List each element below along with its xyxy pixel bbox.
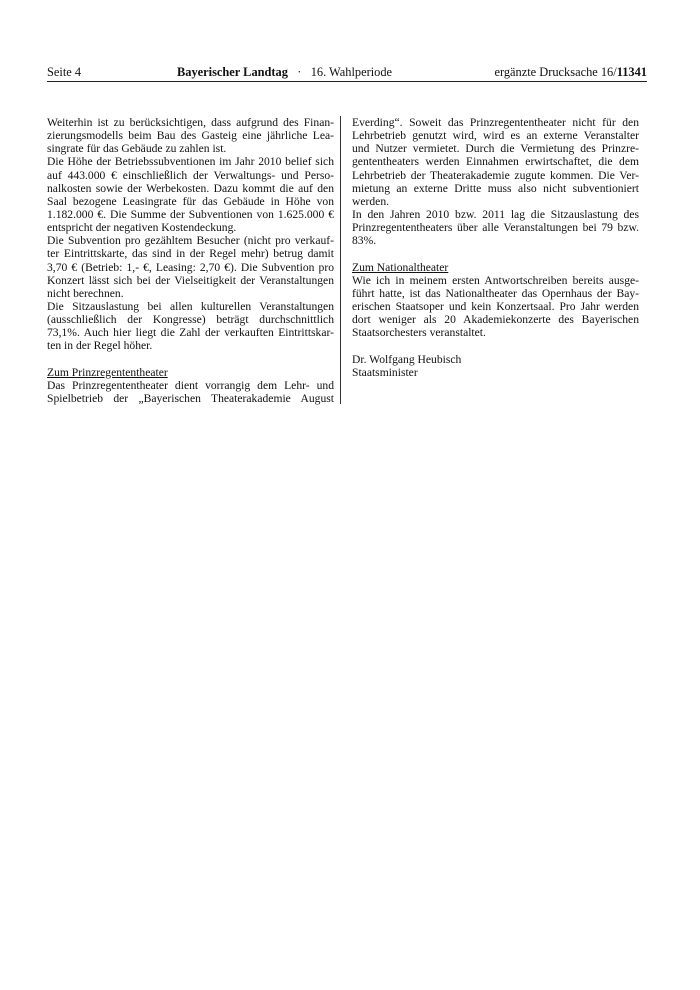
page-number: Seite 4 [47, 65, 82, 79]
column-divider [340, 116, 341, 404]
body-line: 3,70 € (Betrieb: 1,- €, Leasing: 2,70 €). Die Subvention pro [47, 260, 334, 274]
document-prefix: ergänzte Drucksache 16/ [494, 65, 617, 79]
body-line: ter Eintrittskarte, das sind in der Regel mehr) betrug damit [47, 247, 334, 261]
body-line: 83%. [352, 234, 377, 248]
body-line: Die Sitzauslastung bei allen kulturellen Veranstaltungen [47, 299, 334, 313]
body-line: führt hatte, ist das Nationaltheater das Opernhaus der Bay- [352, 286, 639, 300]
header-center [177, 64, 392, 80]
paragraph-gap [352, 247, 639, 260]
body-line: Spielbetrieb der „Bayerischen Theaterakademie August [47, 391, 334, 405]
right-column [352, 116, 639, 379]
body-line: dort weniger als 20 Akademiekonzerte des Bayerischen [352, 313, 639, 327]
document-reference [494, 64, 647, 80]
body-line: In den Jahren 2010 bzw. 2011 lag die Sitzauslastung des [352, 207, 639, 221]
body-line: Konzert lässt sich bei der Vielseitigkeit der Veranstaltungen [47, 273, 334, 287]
body-line: ten in der Regel höher. [47, 339, 153, 353]
paragraph-gap [352, 339, 639, 352]
body-line: Lehrbetrieb genutzt wird, wird es an externe Veranstalter [352, 129, 639, 143]
body-line: Staatsorchesters veranstaltet. [352, 326, 486, 340]
body-line: Die Höhe der Betriebssubventionen im Jahr 2010 belief sich [47, 155, 334, 169]
legislative-period: 16. Wahlperiode [310, 65, 393, 79]
signature-name: Dr. Wolfgang Heubisch [352, 352, 462, 366]
body-line: und Nutzer vermietet. Durch die Vermietung des Prinzre- [352, 142, 639, 156]
body-line: werden. [352, 194, 390, 208]
body-line: entspricht der negativen Kostendeckung. [47, 221, 237, 235]
body-line: singrate für das Gebäude zu zahlen ist. [47, 142, 227, 156]
body-line: nalkosten sowie der Werbekosten. Dazu kommt die auf den [47, 181, 334, 195]
header-rule [47, 81, 647, 82]
paragraph-gap [47, 353, 334, 366]
header-separator: · [297, 65, 302, 79]
parliament-name: Bayerischer Landtag [177, 65, 288, 79]
body-line: Wie ich in meinem ersten Antwortschreiben bereits ausge- [352, 273, 639, 287]
body-line: Prinzregententheaters über alle Veranstaltungen bei 79 bzw. [352, 221, 639, 235]
body-line: 73,1%. Auch hier liegt die Zahl der verkauften Eintrittskar- [47, 326, 334, 340]
body-line: gententheaters werden Einnahmen erwirtschaftet, die dem [352, 155, 639, 169]
page-header [47, 64, 647, 80]
body-line: Das Prinzregententheater dient vorrangig dem Lehr- und [47, 378, 334, 392]
body-line: auf 443.000 € einschließlich der Verwaltungs- und Perso- [47, 168, 334, 182]
body-line: nicht berechnen. [47, 286, 124, 300]
body-line: Everding“. Soweit das Prinzregententheater nicht für den [352, 116, 639, 129]
body-line: Lehrbetrieb der Theaterakademie zugute kommen. Die Ver- [352, 168, 639, 182]
body-line: Saal bezogene Leasingrate für das Gebäude in Höhe von [47, 194, 334, 208]
document-number: 11341 [616, 65, 647, 79]
body-line: Weiterhin ist zu berücksichtigen, dass aufgrund des Finan- [47, 116, 334, 129]
left-column [47, 116, 334, 405]
body-line: erischen Staatsoper und kein Konzertsaal. Pro Jahr werden [352, 299, 639, 313]
body-line: 1.182.000 €. Die Summe der Subventionen von 1.625.000 € [47, 207, 334, 221]
body-line: (ausschließlich der Kongresse) beträgt durchschnittlich [47, 313, 334, 327]
section-heading-nationaltheater: Zum Nationaltheater [352, 260, 449, 274]
body-line: zierungsmodells beim Bau des Gasteig eine jährliche Lea- [47, 129, 334, 143]
signature-title: Staatsminister [352, 365, 418, 379]
body-line: Die Subvention pro gezähltem Besucher (nicht pro verkauf- [47, 234, 334, 248]
body-line: mietung an externe Dritte muss also nicht subventioniert [352, 181, 639, 195]
section-heading-prinzregententheater: Zum Prinzregententheater [47, 365, 168, 379]
